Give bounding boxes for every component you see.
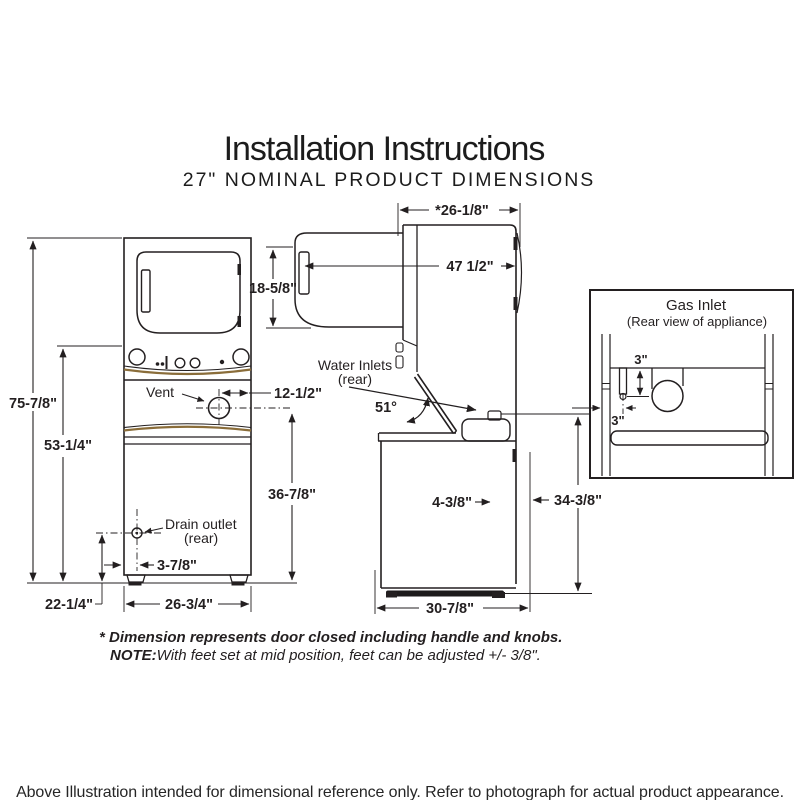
panel-trim-curve-lower bbox=[124, 427, 251, 431]
rear-hinge-top bbox=[514, 237, 518, 250]
dim-depth: *26-1/8" bbox=[435, 203, 489, 219]
note-feet bbox=[110, 647, 541, 664]
dryer-door-hinge-top bbox=[238, 264, 242, 275]
dim-washer-height: 34-3/8" bbox=[554, 493, 602, 509]
gas-inlet-inset bbox=[572, 290, 793, 478]
rear-tick bbox=[513, 449, 517, 462]
dim-washer-section-height: 53-1/4" bbox=[44, 438, 92, 454]
water-inlets-label-line2: (rear) bbox=[337, 371, 373, 387]
dim-total-height: 75-7/8" bbox=[9, 396, 57, 412]
panel-seam-curve bbox=[124, 366, 251, 371]
note-label: NOTE: bbox=[110, 647, 157, 664]
lid-angle-arc bbox=[407, 398, 428, 422]
dryer-door-open-handle bbox=[299, 252, 309, 294]
dim-console-offset: 4-3/8" bbox=[432, 495, 472, 511]
front-foot-right bbox=[230, 575, 248, 582]
page-subtitle: 27" NOMINAL PRODUCT DIMENSIONS bbox=[182, 169, 596, 191]
control-button bbox=[190, 358, 200, 368]
control-knob-left bbox=[129, 349, 145, 365]
rail-notch-right bbox=[765, 384, 773, 390]
dryer-door-hinge-bottom bbox=[238, 316, 242, 327]
side-front-step bbox=[403, 340, 417, 346]
water-inlets-label-line1: Water Inlets bbox=[317, 357, 393, 373]
note-text: With feet set at mid position, feet can be adjusted +/- 3/8". bbox=[156, 647, 541, 664]
drain-label-line2: (rear) bbox=[184, 530, 219, 546]
lid-angle-label: 51° bbox=[375, 400, 397, 416]
water-inlet-console bbox=[462, 419, 510, 441]
exhaust-duct bbox=[652, 381, 683, 412]
side-foot-rear bbox=[492, 592, 505, 598]
rear-door-bulge bbox=[517, 233, 522, 313]
dim-vent-height: 36-7/8" bbox=[268, 487, 316, 503]
control-dot bbox=[161, 362, 165, 366]
front-foot-left bbox=[127, 575, 145, 582]
drain-outlet-center bbox=[136, 532, 138, 534]
dim-vent-offset: 12-1/2" bbox=[274, 386, 322, 402]
side-cabinet-outline bbox=[403, 225, 516, 584]
side-view-dimensions bbox=[249, 203, 602, 617]
drain-leader bbox=[145, 528, 163, 532]
dim-drain-height: 22-1/4" bbox=[45, 597, 93, 613]
side-view bbox=[295, 225, 592, 598]
rear-hinge-bottom bbox=[514, 297, 518, 310]
dim-drain-offset: 3-7/8" bbox=[157, 558, 197, 574]
footer-disclaimer: Above Illustration intended for dimensional reference only. Refer to photograph for actual product appearance. bbox=[16, 784, 784, 800]
gas-dim-down: 3" bbox=[634, 352, 648, 367]
dim-door-open: 47 1/2" bbox=[446, 259, 494, 275]
gas-pipe bbox=[620, 368, 627, 394]
dim-door-height: 18-5/8" bbox=[249, 281, 297, 297]
dryer-door-front bbox=[137, 252, 240, 333]
rail-notch-left bbox=[602, 384, 610, 390]
dryer-door-open bbox=[295, 233, 403, 327]
vent-leader bbox=[182, 394, 204, 401]
control-knob-right bbox=[233, 349, 249, 365]
dim-base-depth: 30-7/8" bbox=[426, 601, 474, 617]
control-button bbox=[175, 358, 185, 368]
gas-dim-side: 3" bbox=[611, 413, 625, 428]
dim-width: 26-3/4" bbox=[165, 597, 213, 613]
side-knob-upper bbox=[396, 343, 403, 352]
gas-inlet-title: Gas Inlet bbox=[665, 297, 727, 314]
vent-label: Vent bbox=[146, 384, 175, 400]
lower-crossbar bbox=[611, 431, 768, 445]
side-knob-lower bbox=[396, 356, 403, 368]
side-foot-front bbox=[386, 592, 397, 598]
drain-label-line1: Drain outlet bbox=[165, 516, 237, 532]
water-inlets-leader bbox=[349, 387, 476, 410]
control-dot bbox=[220, 360, 224, 364]
page-title: Installation Instructions bbox=[223, 130, 545, 168]
note-dimension: * Dimension represents door closed including handle and knobs. bbox=[99, 629, 563, 646]
control-dot bbox=[156, 362, 160, 366]
gas-inlet-subtitle: (Rear view of appliance) bbox=[626, 314, 768, 329]
washer-base-bar bbox=[386, 591, 504, 597]
dryer-door-handle bbox=[142, 270, 151, 312]
